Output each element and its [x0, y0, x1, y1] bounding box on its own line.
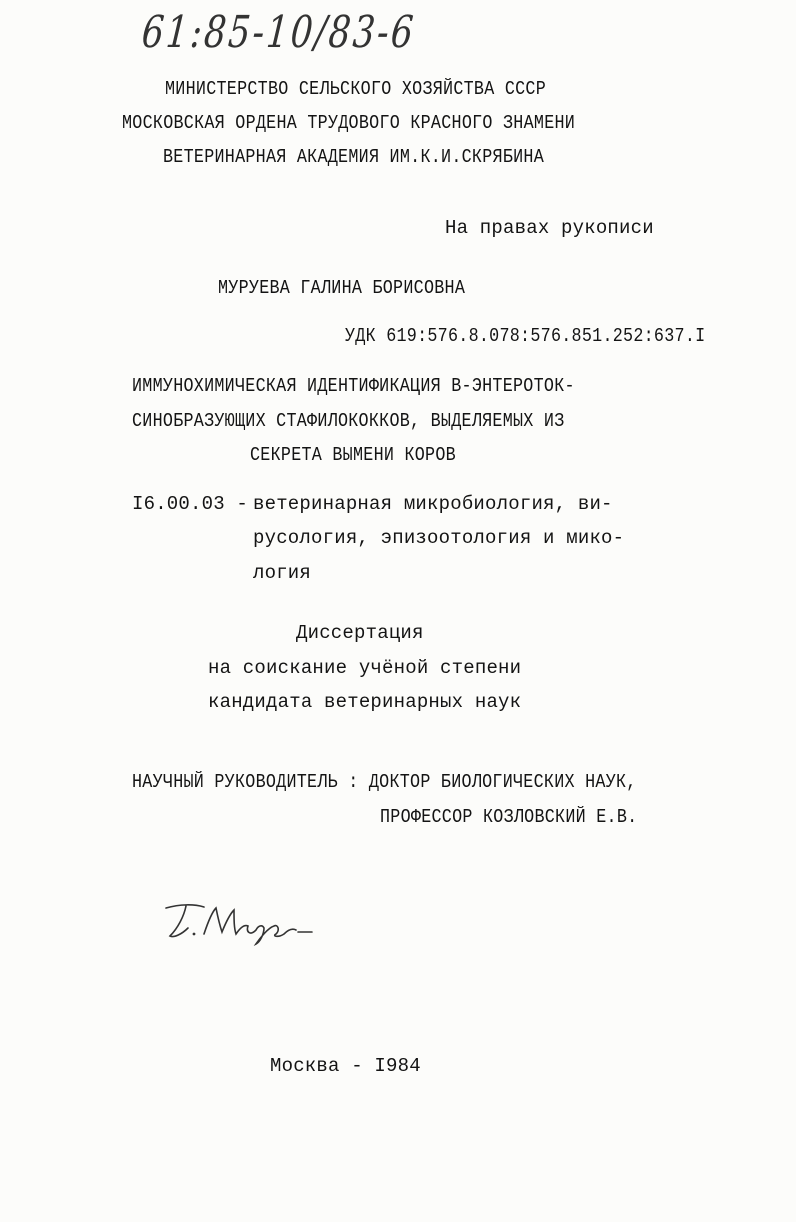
- ministry-line: МИНИСТЕРСТВО СЕЛЬСКОГО ХОЗЯЙСТВА СССР: [165, 78, 547, 100]
- supervisor-line-2: ПРОФЕССОР КОЗЛОВСКИЙ Е.В.: [380, 806, 638, 828]
- title-line-2: СИНОБРАЗУЮЩИХ СТАФИЛОКОККОВ, ВЫДЕЛЯЕМЫХ ИЗ: [132, 410, 565, 432]
- author-name: МУРУЕВА ГАЛИНА БОРИСОВНА: [218, 277, 466, 299]
- title-line-1: ИММУНОХИМИЧЕСКАЯ ИДЕНТИФИКАЦИЯ В-ЭНТЕРОТОК-: [132, 375, 575, 397]
- academy-order-line: МОСКОВСКАЯ ОРДЕНА ТРУДОВОГО КРАСНОГО ЗНАМЕНИ: [122, 112, 576, 134]
- specialty-line-2: русология, эпизоотология и мико-: [253, 527, 625, 549]
- specialty-line-1: ветеринарная микробиология, ви-: [253, 493, 613, 515]
- degree-line-2: кандидата ветеринарных наук: [208, 691, 522, 713]
- academy-name-line: ВЕТЕРИНАРНАЯ АКАДЕМИЯ ИМ.К.И.СКРЯБИНА: [163, 146, 545, 168]
- specialty-line-3: логия: [253, 562, 312, 584]
- degree-line-1: на соискание учёной степени: [208, 657, 522, 679]
- place-and-year: Москва - I984: [270, 1055, 421, 1077]
- title-line-3: СЕКРЕТА ВЫМЕНИ КОРОВ: [250, 444, 456, 466]
- author-signature: [160, 898, 320, 950]
- signature-drawing: [160, 898, 320, 950]
- dissertation-label: Диссертация: [296, 622, 424, 644]
- udc-code: УДК 619:576.8.078:576.851.252:637.I: [345, 325, 706, 347]
- manuscript-rights-note: На правах рукописи: [445, 217, 654, 239]
- specialty-code: I6.00.03 -: [132, 493, 249, 515]
- handwritten-shelfmark: 61:85-10/83-6: [139, 7, 418, 58]
- supervisor-line-1: НАУЧНЫЙ РУКОВОДИТЕЛЬ : ДОКТОР БИОЛОГИЧЕСКИХ НАУК,: [132, 771, 637, 793]
